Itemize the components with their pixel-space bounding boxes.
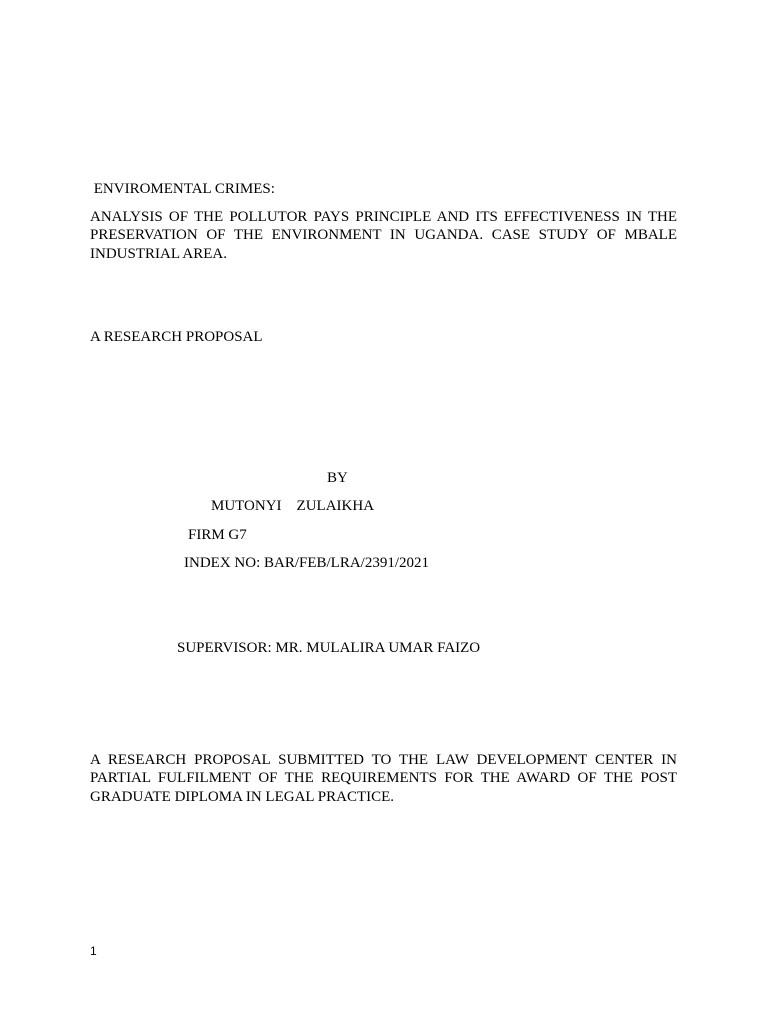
by-label: BY [327,470,348,486]
index-number: INDEX NO: BAR/FEB/LRA/2391/2021 [184,555,430,571]
page-number: 1 [90,944,97,958]
proposal-label: A RESEARCH PROPOSAL [90,329,263,345]
title-body: ANALYSIS OF THE POLLUTOR PAYS PRINCIPLE AND ITS EFFECTIVENESS IN THE PRESERVATION OF THE ENVIRONMENT IN UGANDA. CASE STUDY OF MBALE INDUSTRIAL AREA. [90,209,677,262]
submission-statement: A RESEARCH PROPOSAL SUBMITTED TO THE LAW DEVELOPMENT CENTER IN PARTIAL FULFILMENT OF THE REQUIREMENTS FOR THE AWARD OF THE POST GRADUATE DIPLOMA IN LEGAL PRACTICE. [90,752,677,805]
firm-line: FIRM G7 [188,527,247,543]
title-heading: ENVIROMENTAL CRIMES: [90,181,275,197]
supervisor-line: SUPERVISOR: MR. MULALIRA UMAR FAIZO [177,640,481,656]
author-name: MUTONYI ZULAIKHA [211,498,375,514]
